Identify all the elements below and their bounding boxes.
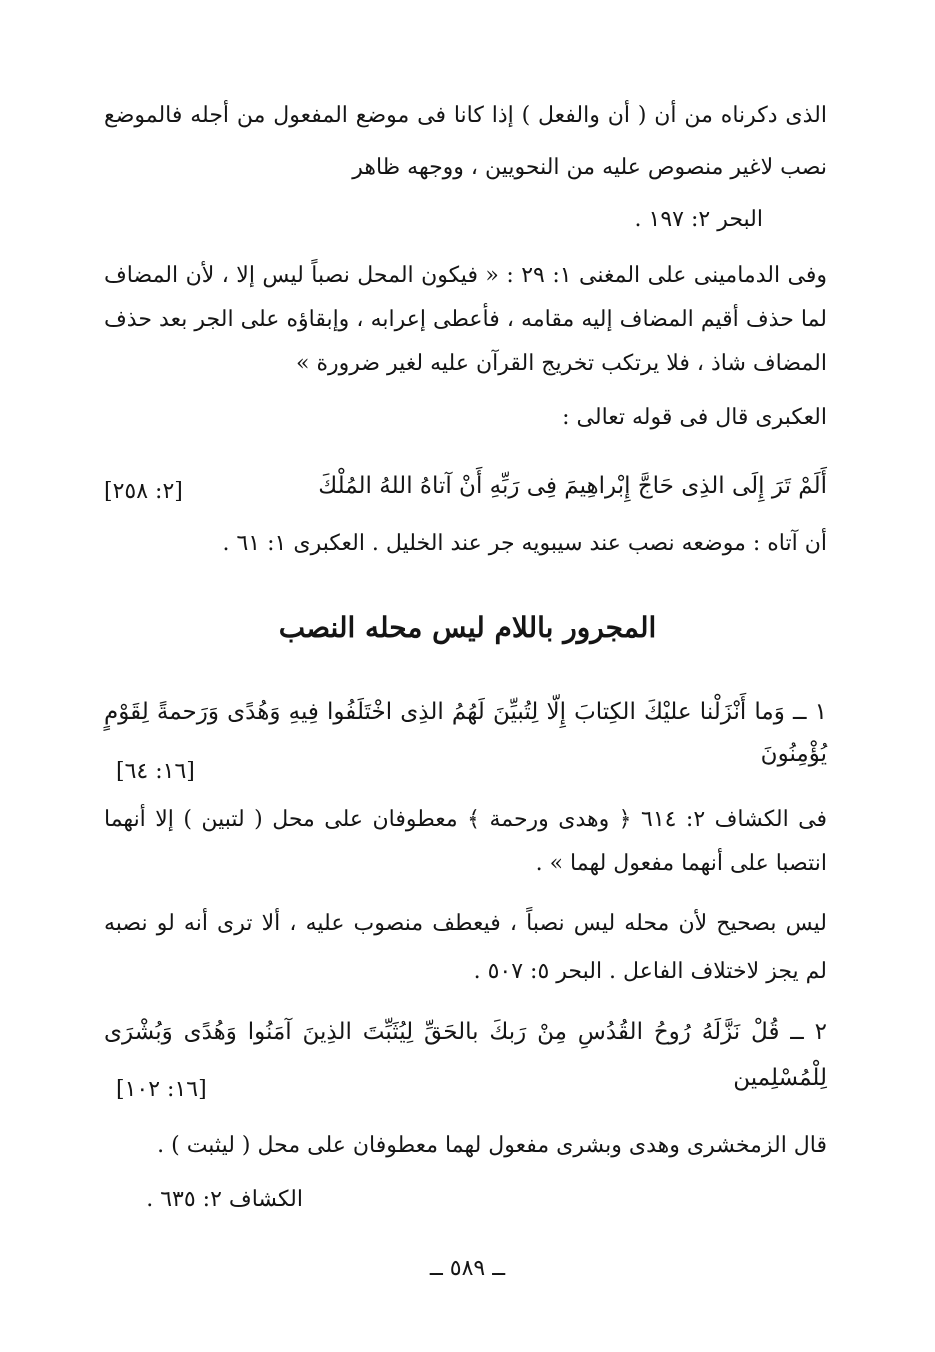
- critique-line1: ليس بصحيح لأن محله ليس نصباً ، فيعطف منصوب عليه ، ألا ترى أنه لو نصبه: [104, 911, 827, 936]
- para1-line1: الذى دكرناه من أن ( أن والفعل ) إذا كانا فى موضع المفعول من أجله فالموضع: [104, 103, 827, 128]
- quran-verse-3-line2: لِلْمُسْلِمين: [733, 1065, 827, 1091]
- quran-verse-1: أَلَمْ تَرَ إِلَى الذِى حَاجَّ إِبْراهِيمَ فِى رَبِّهِ أَنْ آتاهُ اللهُ المُلْكَ: [318, 473, 827, 499]
- para2-line1: وفى الدمامينى على المغنى ١: ٢٩ : « فيكون المحل نصباً ليس إلا ، لأن المضاف: [104, 263, 827, 288]
- verse-reference-1: [٢: ٢٥٨]: [104, 479, 183, 504]
- verse-reference-2: [١٦: ٦٤]: [116, 759, 195, 784]
- para1-line2: نصب لاغير منصوص عليه من النحويين ، ووجهه ظاهر: [352, 155, 827, 180]
- page-number: ــ ٥٨٩ ــ: [429, 1256, 506, 1281]
- critique-line2: لم يجز لاختلاف الفاعل . البحر ٥: ٥٠٧ .: [473, 959, 827, 984]
- para2-line2: لما حذف أقيم المضاف إليه مقامه ، فأعطى إعرابه ، وإبقاؤه على الجر بعد حذف: [104, 307, 827, 332]
- para2-line3: المضاف شاذ ، فلا يرتكب تخريج القرآن عليه لغير ضرورة »: [296, 351, 827, 376]
- verse1-note: أن آتاه : موضعه نصب عند سيبويه جر عند الخليل . العكبرى ١: ٦١ .: [222, 531, 827, 556]
- ref-bahr: البحر ٢: ١٩٧ .: [634, 207, 763, 232]
- zamakhshari-line: قال الزمخشرى وهدى وبشرى مفعول لهما معطوفان على محل ( ليثبت ) .: [157, 1133, 827, 1158]
- kashshaf-line2: انتصبا على أنهما مفعول لهما » .: [535, 851, 827, 876]
- quran-verse-2-line1: ١ ــ وَما أَنْزَلْنا عليْكَ الكِتابَ إِلّا لِتُبيِّنَ لَهُمُ الذِى اخْتَلَفُوا فِيهِ وَهُدًى وَرَحمةً لِقَوْمٍ: [104, 699, 827, 725]
- ref-kashshaf: الكشاف ٢: ٦٣٥ .: [146, 1187, 303, 1212]
- quran-verse-2-line2: يُؤْمِنُونَ: [760, 741, 827, 767]
- section-heading: المجرور باللام ليس محله النصب: [278, 611, 657, 644]
- verse-reference-3: [١٦: ١٠٢]: [116, 1077, 207, 1102]
- kashshaf-line1: فى الكشاف ٢: ٦١٤ ﴿ وهدى ورحمة ﴾ معطوفان على محل ( لتبين ) إلا أنهما: [104, 807, 827, 832]
- quran-verse-3-line1: ٢ ــ قُلْ نَزَّلَهُ رُوحُ القُدُسِ مِنْ رَبكَ بالحَقِّ لِيُثَبِّتَ الذِينَ آمَنُوا وَهُدًى وَبُشْرَى: [104, 1019, 827, 1045]
- ukbari-intro: العكبرى قال فى قوله تعالى :: [562, 405, 827, 430]
